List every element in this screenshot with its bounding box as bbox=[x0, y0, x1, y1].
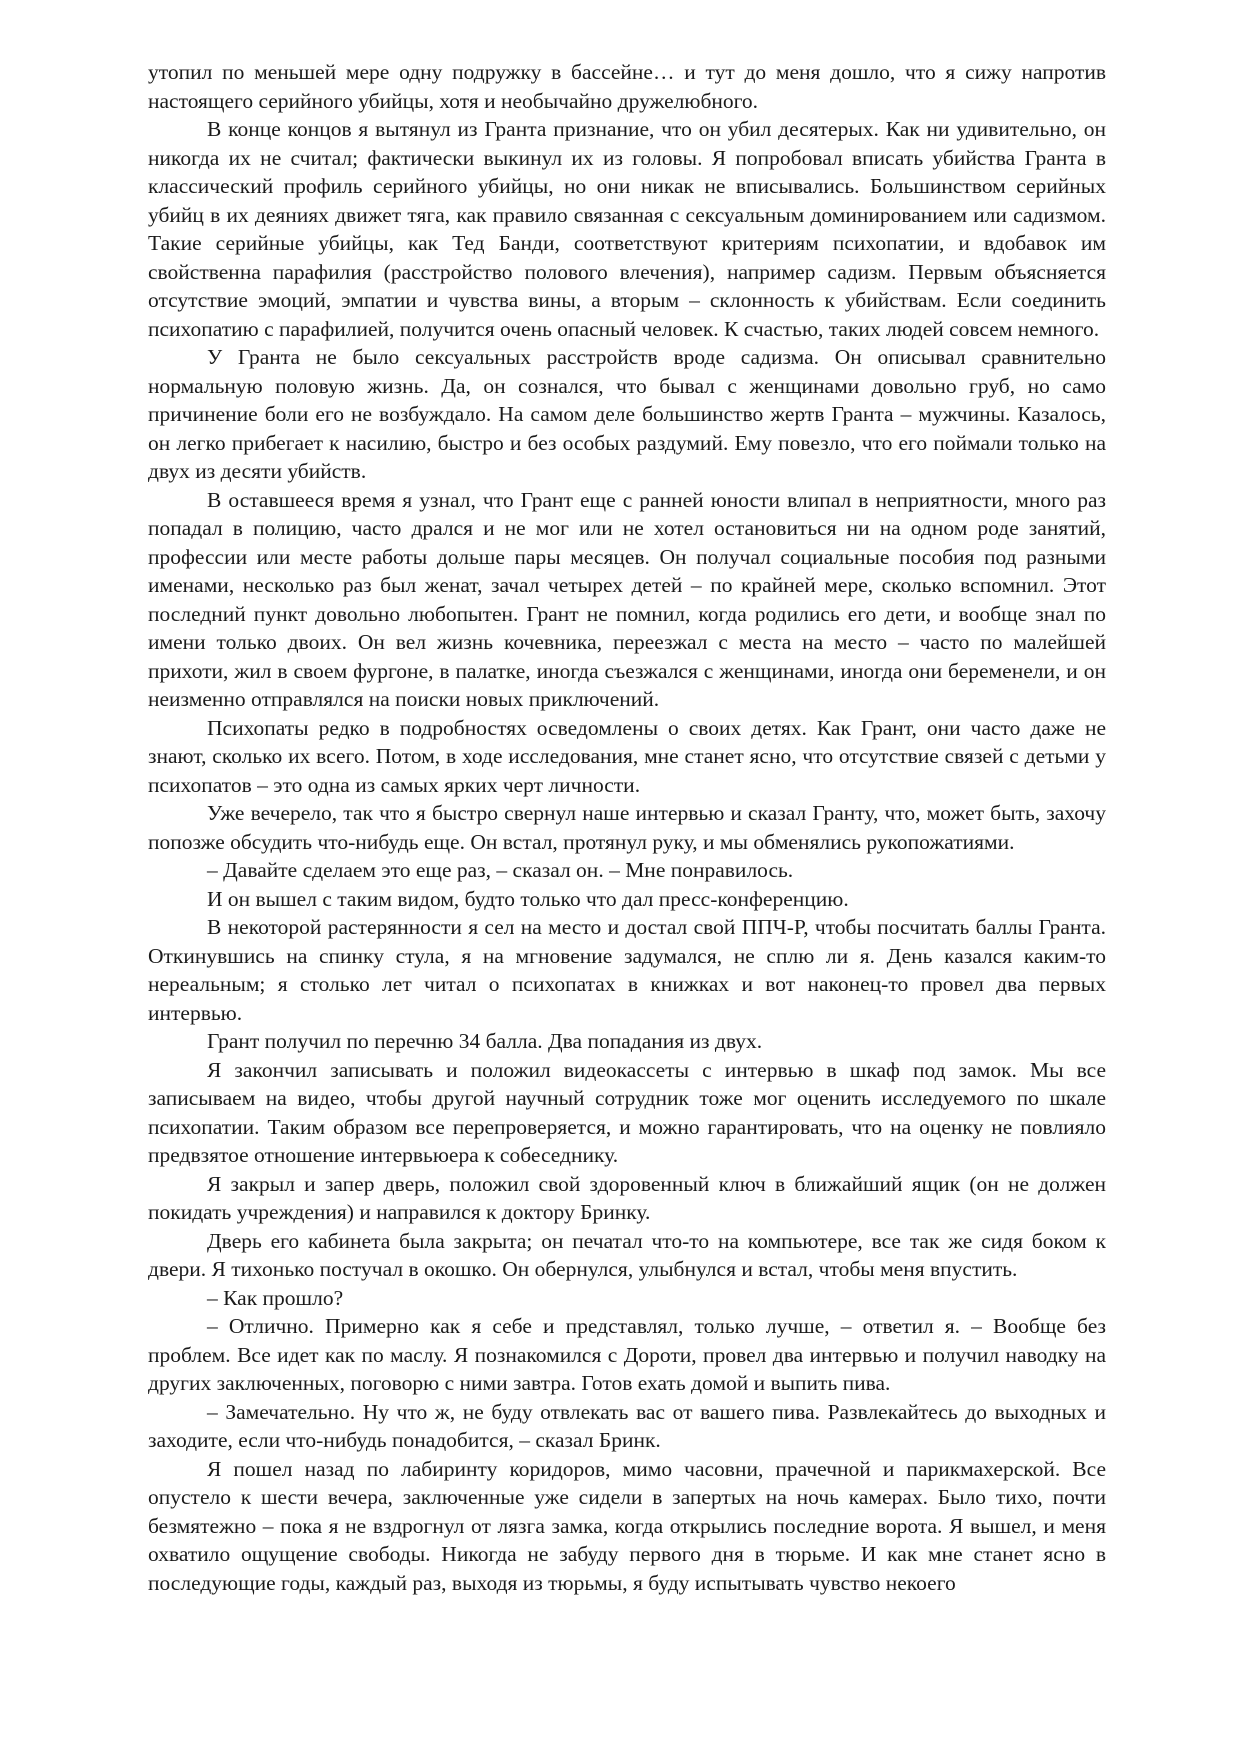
paragraph-1: утопил по меньшей мере одну подружку в бассейне… и тут до меня дошло, что я сижу напротив настоящего серийного убийцы, хотя и необычайно дружелюбного. bbox=[148, 60, 1106, 113]
paragraph-3: У Гранта не было сексуальных расстройств вроде садизма. Он описывал сравнительно нормальную половую жизнь. Да, он сознался, что бывал с женщинами довольно груб, но само причинение боли его не возбуждало. На самом деле большинство жертв Гранта – мужчины. Казалось, он легко прибегает к насилию, быстро и без особых раздумий. Ему повезло, что его поймали только на двух из десяти убийств. bbox=[148, 345, 1106, 483]
paragraph-9: В некоторой растерянности я сел на место и достал свой ППЧ-Р, чтобы посчитать баллы Гранта. Откинувшись на спинку стула, я на мгновение задумался, не сплю ли я. День казался каким-то нереальным; я столько лет читал о психопатах в книжках и вот наконец-то провел два первых интервью. bbox=[148, 915, 1106, 1025]
paragraph-16: – Замечательно. Ну что ж, не буду отвлекать вас от вашего пива. Развлекайтесь до выходных и заходите, если что-нибудь понадобится, – сказал Бринк. bbox=[148, 1399, 1106, 1452]
paragraph-14: – Как прошло? bbox=[207, 1285, 344, 1310]
paragraph-12: Я закрыл и запер дверь, положил свой здоровенный ключ в ближайший ящик (он не должен покидать учреждения) и направился к доктору Бринку. bbox=[148, 1171, 1106, 1224]
paragraph-6: Уже вечерело, так что я быстро свернул наше интервью и сказал Гранту, что, может быть, захочу попозже обсудить что-нибудь еще. Он встал, протянул руку, и мы обменялись рукопожатиями. bbox=[148, 801, 1106, 854]
paragraph-8: И он вышел с таким видом, будто только что дал пресс-конференцию. bbox=[207, 886, 849, 911]
paragraph-13: Дверь его кабинета была закрыта; он печатал что-то на компьютере, все так же сидя боком к двери. Я тихонько постучал в окошко. Он обернулся, улыбнулся и встал, чтобы меня впустить. bbox=[148, 1228, 1106, 1281]
paragraph-15: – Отлично. Примерно как я себе и представлял, только лучше, – ответил я. – Вообще без проблем. Все идет как по маслу. Я познакомился с Дороти, провел два интервью и получил наводку на других заключенных, поговорю с ними завтра. Готов ехать домой и выпить пива. bbox=[148, 1314, 1106, 1395]
paragraph-4: В оставшееся время я узнал, что Грант еще с ранней юности влипал в неприятности, много раз попадал в полицию, часто дрался и не мог или не хотел остановиться ни на одном роде занятий, профессии или месте работы дольше пары месяцев. Он получал социальные пособия под разными именами, несколько раз был женат, зачал четырех детей – по крайней мере, сколько вспомнил. Этот последний пункт довольно любопытен. Грант не помнил, когда родились его дети, и вообще знал по имени только двоих. Он вел жизнь кочевника, переезжал с места на место – часто по малейшей прихоти, жил в своем фургоне, в палатке, иногда съезжался с женщинами, иногда они беременели, и он неизменно отправлялся на поиски новых приключений. bbox=[148, 487, 1106, 711]
paragraph-2: В конце концов я вытянул из Гранта признание, что он убил десятерых. Как ни удивительно, он никогда их не считал; фактически выкинул их из головы. Я попробовал вписать убийства Гранта в классический профиль серийного убийцы, но они никак не вписывались. Большинством серийных убийц в их деяниях движет тяга, как правило связанная с сексуальным доминированием или садизмом. Такие серийные убийцы, как Тед Банди, соответствуют критериям психопатии, и вдобавок им свойственна парафилия (расстройство полового влечения), например садизм. Первым объясняется отсутствие эмоций, эмпатии и чувства вины, а вторым – склонность к убийствам. Если соединить психопатию с парафилией, получится очень опасный человек. К счастью, таких людей совсем немного. bbox=[148, 117, 1106, 341]
paragraph-5: Психопаты редко в подробностях осведомлены о своих детях. Как Грант, они часто даже не знают, сколько их всего. Потом, в ходе исследования, мне станет ясно, что отсутствие связей с детьми у психопатов – это одна из самых ярких черт личности. bbox=[148, 715, 1106, 797]
paragraph-10: Грант получил по перечню 34 балла. Два попадания из двух. bbox=[207, 1029, 763, 1053]
paragraph-7: – Давайте сделаем это еще раз, – сказал он. – Мне понравилось. bbox=[207, 858, 794, 882]
body-text bbox=[148, 58, 1106, 1597]
paragraph-17: Я пошел назад по лабиринту коридоров, мимо часовни, прачечной и парикмахерской. Все опустело к шести вечера, заключенные уже сидели в запертых на ночь камерах. Было тихо, почти безмятежно – пока я не вздрогнул от лязга замка, когда открылись последние ворота. Я вышел, и меня охватило ощущение свободы. Никогда не забуду первого дня в тюрьме. И как мне станет ясно в последующие годы, каждый раз, выходя из тюрьмы, я буду испытывать чувство некоего bbox=[148, 1456, 1106, 1595]
paragraph-11: Я закончил записывать и положил видеокассеты с интервью в шкаф под замок. Мы все записываем на видео, чтобы другой научный сотрудник тоже мог оценить исследуемого по шкале психопатии. Таким образом все перепроверяется, и можно гарантировать, что на оценку не повлияло предвзятое отношение интервьюера к собеседнику. bbox=[148, 1057, 1106, 1167]
